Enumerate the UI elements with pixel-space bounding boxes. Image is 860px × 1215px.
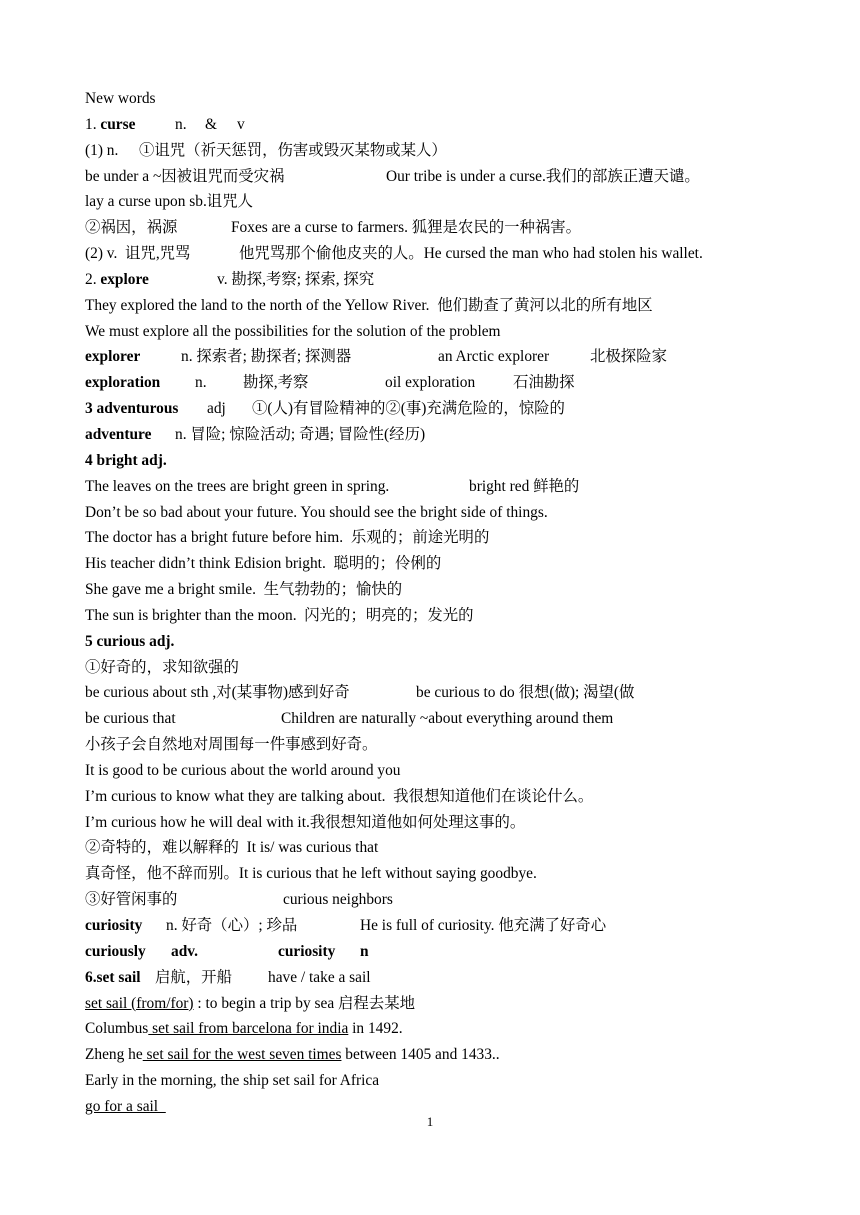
text-segment: oil exploration [385, 374, 476, 392]
headword: adventure [85, 425, 152, 443]
text-segment: ②奇特的，难以解释的 It is/ was curious that [85, 839, 379, 857]
entry-set-sail [85, 965, 785, 991]
text-segment: 启航，开船 [155, 968, 232, 986]
text-segment: It is good to be curious about the world around you [85, 761, 401, 779]
text-line [85, 215, 785, 241]
text-line [85, 138, 785, 164]
text-line [85, 887, 785, 913]
text-segment: 真奇怪，他不辞而别。It is curious that he left without saying goodbye. [85, 865, 537, 883]
entry-adventurous [85, 396, 785, 422]
text-segment: bright red 鲜艳的 [469, 477, 580, 495]
text-segment: n. 探索者; 勘探者; 探测器 [181, 348, 352, 366]
text-segment: 小孩子会自然地对周围每一件事感到好奇。 [85, 736, 378, 754]
text-line [85, 189, 785, 215]
text-segment: an Arctic explorer [438, 348, 550, 366]
section-heading [85, 86, 785, 112]
entry-curiosity [85, 913, 785, 939]
text-segment: They explored the land to the north of the Yellow River. 他们勘查了黄河以北的所有地区 [85, 296, 653, 314]
text-segment: 1. [85, 115, 101, 133]
text-segment: Columbus [85, 1020, 149, 1038]
headword: 6.set sail [85, 968, 141, 986]
text-segment: He is full of curiosity. 他充满了好奇心 [360, 917, 607, 934]
text-line [85, 551, 785, 577]
text-segment: 勘探,考察 [243, 374, 309, 392]
text-segment: I’m curious how he will deal with it.我很想知道他如何处理这事的。 [85, 813, 526, 831]
entry-exploration [85, 370, 785, 396]
underlined-phrase: set sail for the west seven times [142, 1046, 342, 1064]
text-segment: curious neighbors [283, 891, 393, 909]
underlined-phrase: set sail from barcelona for india [148, 1020, 349, 1038]
text-segment: 石油勘探 [513, 374, 575, 392]
text-segment: v [237, 115, 245, 133]
entry-explorer [85, 344, 785, 370]
text-segment: (1) n. [85, 141, 119, 159]
text-line [85, 835, 785, 861]
text-line [85, 680, 785, 706]
text-segment: n. [195, 374, 207, 392]
text-segment: Zheng he [85, 1046, 143, 1064]
text-line [85, 293, 785, 319]
text-segment: The doctor has a bright future before him. 乐观的；前途光明的 [85, 529, 490, 547]
headword: curse [100, 115, 136, 133]
text-segment: n. [175, 115, 187, 133]
text-line [85, 732, 785, 758]
text-segment: be curious to do 很想(做); 渴望(做 [416, 684, 635, 702]
headword: explore [100, 270, 149, 288]
text-line [85, 655, 785, 681]
headword: curiosity [278, 942, 336, 960]
text-segment: ①好奇的，求知欲强的 [85, 658, 239, 676]
text-segment: We must explore all the possibilities for the solution of the problem [85, 322, 501, 340]
entry-bright [85, 448, 785, 474]
text-segment: Our tribe is under a curse.我们的部族正遭天谴。 [386, 167, 700, 185]
text-segment: ①诅咒（祈天惩罚，伤害或毁灭某物或某人） [139, 141, 447, 159]
headword: curiously [85, 942, 146, 960]
text-segment: 北极探险家 [590, 348, 667, 366]
text-line [85, 525, 785, 551]
text-segment: be under a ~因被诅咒而受灾祸 [85, 167, 285, 185]
text-segment: be curious that [85, 710, 176, 728]
text-line [85, 758, 785, 784]
text-segment: adj [207, 400, 226, 418]
text-line [85, 784, 785, 810]
entry-adventure [85, 422, 785, 448]
headword: explorer [85, 348, 141, 366]
text-segment: in 1492. [348, 1020, 403, 1038]
text-line [85, 474, 785, 500]
text-segment: & [205, 115, 217, 133]
entry-curiously [85, 939, 785, 965]
text-segment: have / take a sail [268, 968, 371, 986]
text-line [85, 706, 785, 732]
text-segment: ②祸因，祸源 [85, 219, 178, 237]
text-segment: n. 冒险; 惊险活动; 奇遇; 冒险性(经历) [175, 425, 426, 443]
text-segment: Early in the morning, the ship set sail for Africa [85, 1072, 380, 1090]
text-line [85, 810, 785, 836]
text-line [85, 991, 785, 1017]
text-segment: Foxes are a curse to farmers. 狐狸是农民的一种祸害。 [231, 219, 582, 237]
text-line [85, 319, 785, 345]
text-segment: v. 勘探,考察; 探索, 探究 [217, 270, 375, 288]
text-segment: New words [85, 90, 156, 107]
text-line [85, 603, 785, 629]
headword: n [360, 942, 369, 960]
text-segment: (2) v. 诅咒,咒骂 [85, 245, 191, 263]
text-line [85, 1042, 785, 1068]
entry-explore [85, 267, 785, 293]
entry-curse [85, 112, 785, 138]
text-line [85, 500, 785, 526]
text-segment: lay a curse upon sb.诅咒人 [85, 193, 253, 211]
document-body [85, 86, 785, 1120]
text-line [85, 577, 785, 603]
text-segment: His teacher didn’t think Edision bright. 聪明的；伶俐的 [85, 555, 442, 573]
text-line [85, 1068, 785, 1094]
text-line [85, 241, 785, 267]
headword: 4 bright adj. [85, 451, 167, 469]
text-segment: The sun is brighter than the moon. 闪光的；明亮的；发光的 [85, 606, 474, 624]
text-segment: ①(人)有冒险精神的②(事)充满危险的，惊险的 [252, 400, 565, 418]
text-segment: The leaves on the trees are bright green in spring. [85, 477, 390, 495]
text-segment: 2. [85, 270, 101, 288]
headword: adv. [171, 942, 198, 960]
underlined-phrase: set sail (from/for) [85, 994, 194, 1012]
page-number: 1 [426, 1114, 434, 1129]
text-line [85, 1016, 785, 1042]
text-segment: : to begin a trip by sea 启程去某地 [193, 994, 415, 1012]
text-line [85, 164, 785, 190]
text-segment: She gave me a bright smile. 生气勃勃的；愉快的 [85, 581, 403, 599]
text-segment: 他咒骂那个偷他皮夹的人。He cursed the man who had stolen his wallet. [239, 245, 703, 263]
entry-curious [85, 629, 785, 655]
text-segment: be curious about sth ,对(某事物)感到好奇 [85, 684, 350, 702]
headword: exploration [85, 374, 161, 392]
headword: 5 curious adj. [85, 632, 175, 650]
underlined-phrase: go for a sail [85, 1097, 166, 1115]
text-segment: ③好管闲事的 [85, 891, 178, 909]
headword: 3 adventurous [85, 400, 179, 418]
text-segment: I’m curious to know what they are talking about. 我很想知道他们在谈论什么。 [85, 787, 594, 805]
text-segment: Children are naturally ~about everything around them [281, 710, 614, 728]
text-segment: between 1405 and 1433.. [341, 1046, 500, 1064]
text-line [85, 861, 785, 887]
text-segment: n. 好奇（心）; 珍品 [166, 917, 298, 934]
headword: curiosity [85, 917, 143, 934]
text-segment: Don’t be so bad about your future. You should see the bright side of things. [85, 503, 548, 521]
